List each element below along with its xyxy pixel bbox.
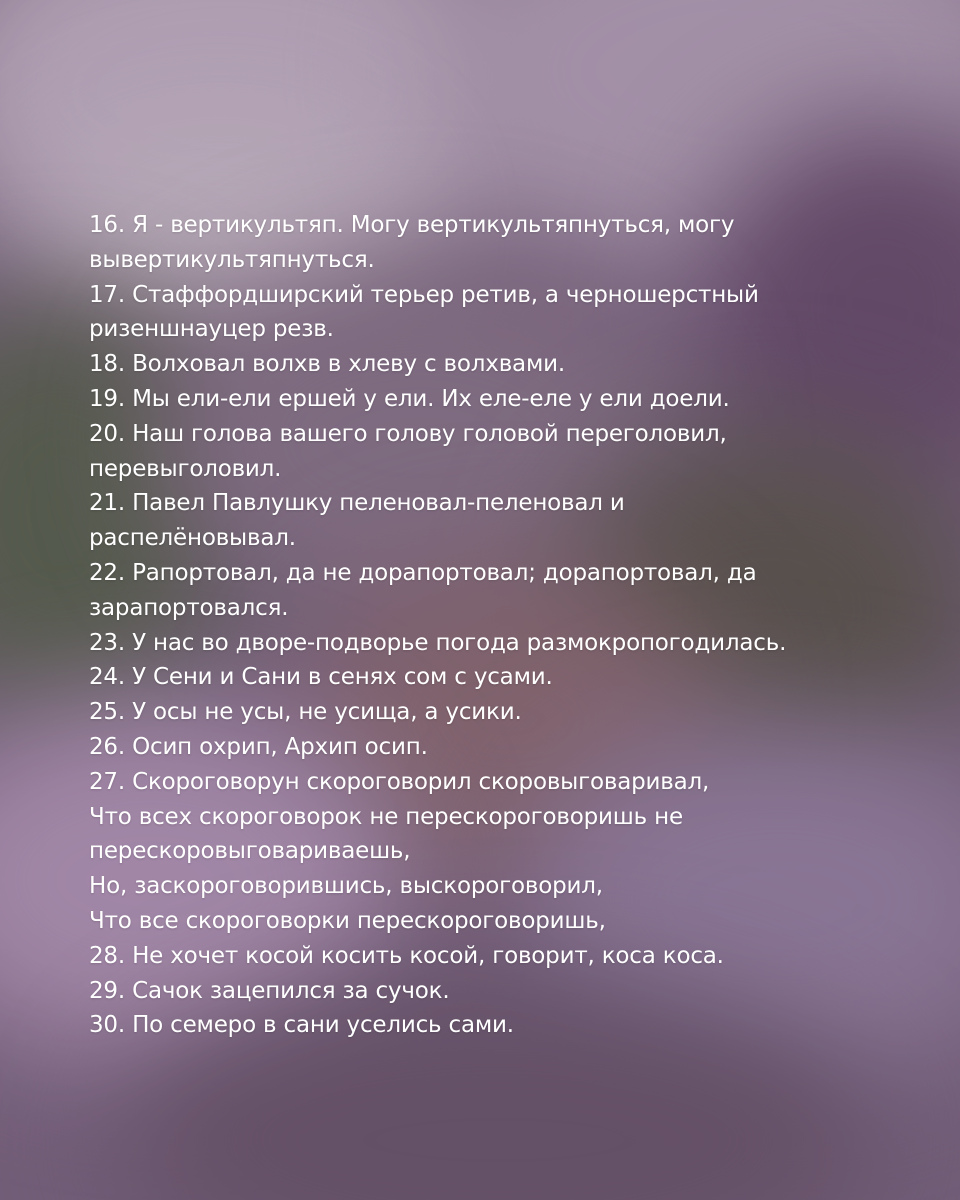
text-line: перевыголовил.	[89, 455, 282, 482]
text-line: 26. Осип охрип, Архип осип.	[89, 733, 428, 760]
text-line: 23. У нас во дворе-подворье погода размокропогодилась.	[89, 629, 787, 656]
text-line: Что всех скороговорок не перескороговоришь не	[89, 803, 683, 830]
text-line: 21. Павел Павлушку пеленовал-пеленовал и	[89, 490, 625, 517]
text-line: ризеншнауцер резв.	[89, 316, 334, 343]
text-line: зарапортовался.	[89, 594, 289, 621]
text-line: Что все скороговорки перескороговоришь,	[89, 907, 606, 934]
text-line: 22. Рапортовал, да не дорапортовал; дорапортовал, да	[89, 559, 757, 586]
text-line: 16. Я - вертикультяп. Могу вертикультяпнуться, могу	[89, 212, 735, 238]
text-line: 18. Волховал волхв в хлеву с волхвами.	[89, 351, 565, 378]
text-line: 29. Сачок зацепился за сучок.	[89, 977, 450, 1004]
text-line: вывертикультяпнуться.	[89, 246, 375, 273]
text-line: перескоровыговариваешь,	[89, 838, 411, 865]
text-line: 28. Не хочет косой косить косой, говорит, коса коса.	[89, 942, 724, 969]
text-line: 19. Мы ели-ели ершей у ели. Их еле-еле у ели доели.	[89, 385, 730, 412]
text-line: 20. Наш голова вашего голову головой переголовил,	[89, 420, 727, 447]
text-line: 24. У Сени и Сани в сенях сом с усами.	[89, 664, 553, 691]
tongue-twister-list	[89, 208, 929, 1043]
text-line: распелёновывал.	[89, 525, 296, 552]
text-line: Но, заскороговорившись, выскороговорил,	[89, 873, 603, 900]
text-line: 27. Скороговорун скороговорил скоровыговаривал,	[89, 768, 710, 795]
text-line: 17. Стаффордширский терьер ретив, а черношерстный	[89, 281, 759, 308]
text-line: 25. У осы не усы, не усища, а усики.	[89, 699, 522, 726]
text-line: 30. По семеро в сани уселись сами.	[89, 1012, 514, 1039]
